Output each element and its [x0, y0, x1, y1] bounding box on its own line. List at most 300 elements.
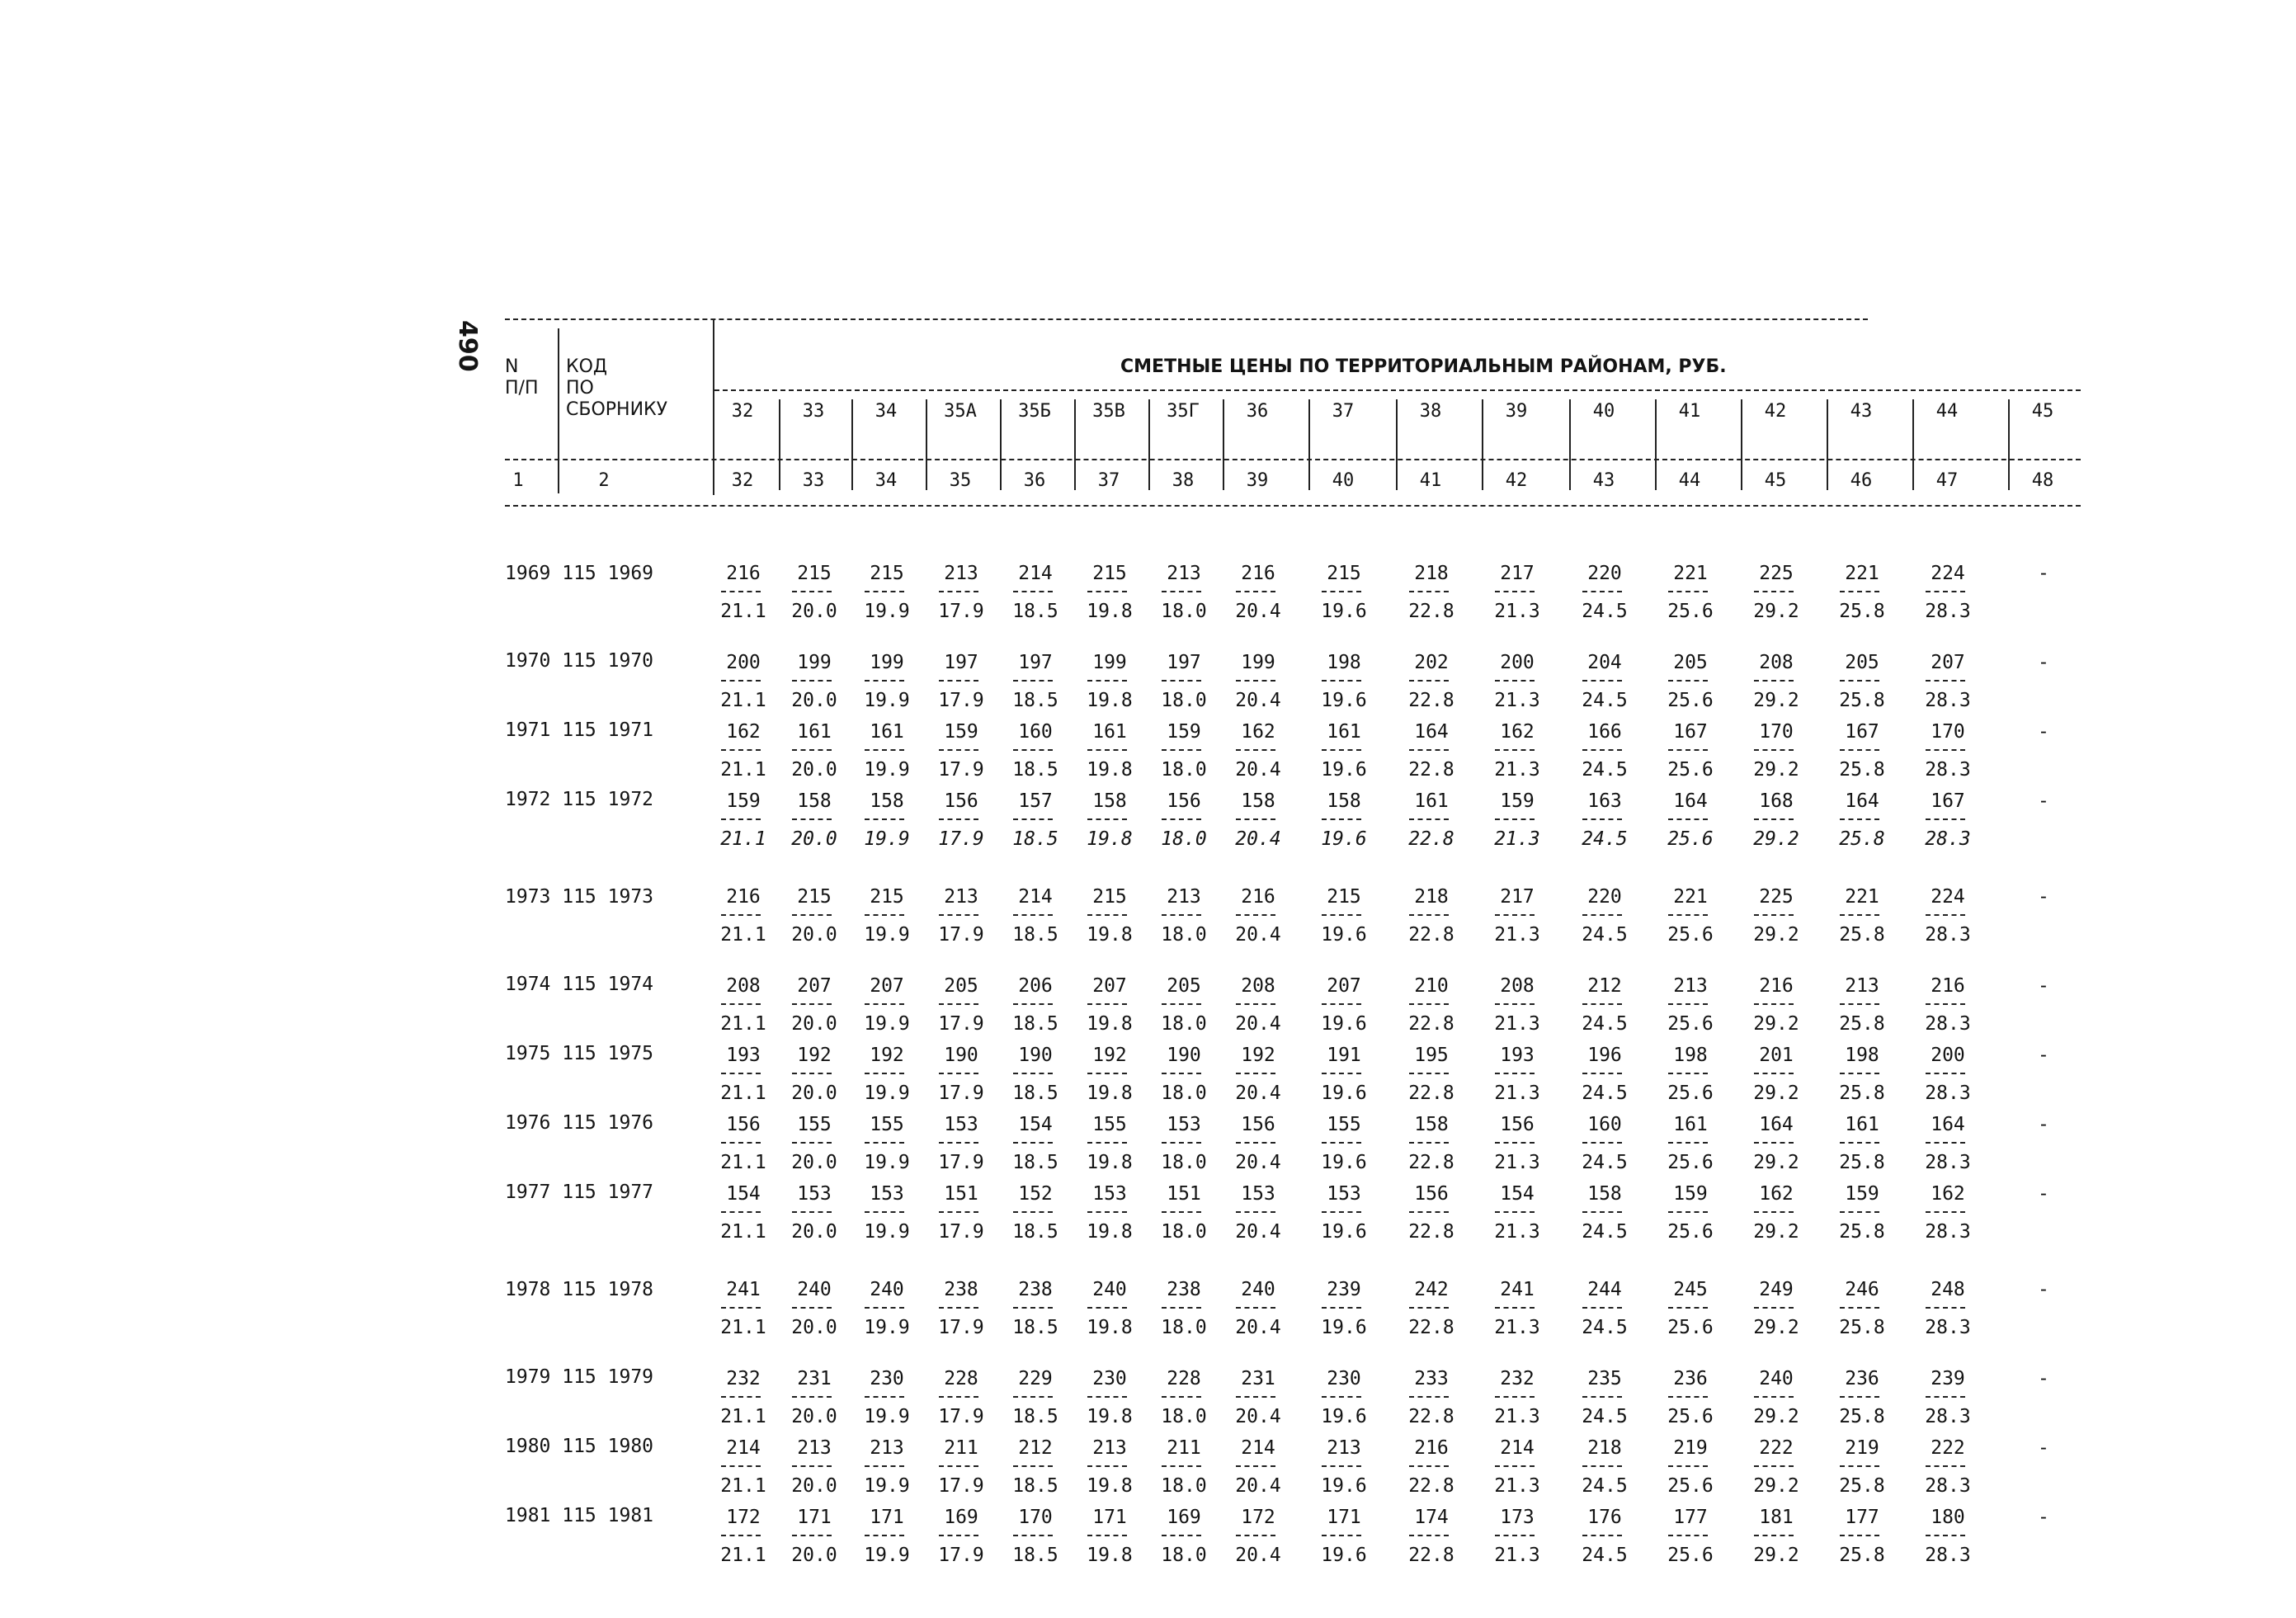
price-cell: 207 — [797, 975, 832, 997]
rate-cell: 29.2 — [1753, 759, 1799, 781]
rate-cell: 25.8 — [1839, 1475, 1885, 1497]
fraction-line — [865, 1211, 904, 1213]
rate-cell: 20.0 — [791, 1317, 837, 1338]
rate-cell: 20.0 — [791, 828, 837, 850]
district-divider — [1223, 399, 1224, 490]
fraction-line — [1322, 591, 1361, 592]
price-cell: 228 — [944, 1368, 978, 1389]
header-mid-rule — [714, 389, 2081, 391]
rate-cell: 25.6 — [1667, 601, 1714, 622]
fraction-line — [1582, 680, 1622, 682]
fraction-line — [865, 1073, 904, 1074]
fraction-line — [1926, 1396, 1965, 1398]
fraction-line — [1754, 1535, 1794, 1536]
price-cell: 212 — [1587, 975, 1622, 997]
header-bottom-rule — [505, 505, 2081, 507]
district-label: 39 — [1505, 401, 1528, 422]
rate-cell: 19.8 — [1087, 759, 1133, 781]
price-cell: 213 — [1167, 886, 1201, 908]
fraction-line — [1087, 591, 1127, 592]
price-cell: 218 — [1414, 886, 1449, 908]
fraction-line — [1495, 1307, 1535, 1309]
price-cell: 161 — [1327, 721, 1361, 743]
rate-cell: 17.9 — [938, 924, 984, 946]
price-cell: 214 — [1241, 1437, 1275, 1459]
rate-cell: 25.8 — [1839, 1317, 1885, 1338]
fraction-line — [1668, 914, 1708, 916]
fraction-line — [1840, 1307, 1879, 1309]
price-cell: 159 — [1673, 1183, 1708, 1205]
price-cell: 200 — [1931, 1045, 1965, 1066]
rate-cell: 19.6 — [1321, 1475, 1367, 1497]
price-cell: 207 — [1931, 652, 1965, 673]
fraction-line — [1582, 1535, 1622, 1536]
price-cell: 205 — [1845, 652, 1879, 673]
fraction-line — [792, 1307, 832, 1309]
rate-cell: 20.0 — [791, 601, 837, 622]
fraction-line — [939, 1465, 978, 1467]
column-number: 41 — [1419, 470, 1442, 491]
price-cell: 177 — [1673, 1507, 1708, 1528]
price-cell: 215 — [1327, 886, 1361, 908]
fraction-line — [1162, 1003, 1201, 1005]
fraction-line — [1162, 818, 1201, 820]
price-cell: 159 — [1845, 1183, 1879, 1205]
rate-cell: 20.4 — [1235, 924, 1281, 946]
price-cell: 153 — [1167, 1114, 1201, 1135]
fraction-line — [1236, 1003, 1275, 1005]
fraction-line — [1840, 914, 1879, 916]
fraction-line — [1840, 818, 1879, 820]
price-cell: 154 — [1500, 1183, 1535, 1205]
fraction-line — [1840, 1396, 1879, 1398]
price-cell: 166 — [1587, 721, 1622, 743]
rate-cell: 21.1 — [720, 1317, 766, 1338]
price-cell: 190 — [1018, 1045, 1053, 1066]
row-label: 1980 115 1980 — [505, 1436, 654, 1457]
rate-cell: 21.1 — [720, 1406, 766, 1427]
rate-cell: 24.5 — [1582, 1013, 1628, 1035]
fraction-line — [939, 591, 978, 592]
price-cell: 164 — [1759, 1114, 1794, 1135]
fraction-line — [1582, 818, 1622, 820]
price-cell: 205 — [1673, 652, 1708, 673]
price-cell: 197 — [944, 652, 978, 673]
fraction-line — [1409, 591, 1449, 592]
header-top-rule — [505, 318, 1868, 320]
rate-cell: 20.0 — [791, 1152, 837, 1173]
rate-cell: 25.6 — [1667, 1317, 1714, 1338]
fraction-line — [721, 1073, 761, 1074]
fraction-line — [1754, 591, 1794, 592]
price-cell: 215 — [797, 886, 832, 908]
rate-cell: 19.9 — [864, 601, 910, 622]
rate-cell: 25.6 — [1667, 1013, 1714, 1035]
price-cell: 161 — [870, 721, 904, 743]
district-divider — [1000, 399, 1002, 490]
rate-cell: 28.3 — [1925, 924, 1971, 946]
price-cell: 153 — [1092, 1183, 1127, 1205]
fraction-line — [1926, 1073, 1965, 1074]
fraction-line — [1236, 1142, 1275, 1144]
rate-cell: 19.6 — [1321, 1317, 1367, 1338]
rate-cell: 18.0 — [1161, 828, 1207, 850]
empty-cell-45: - — [2038, 975, 2049, 997]
fraction-line — [865, 1003, 904, 1005]
rate-cell: 17.9 — [938, 690, 984, 711]
empty-cell-45: - — [2038, 886, 2049, 908]
price-cell: 161 — [1673, 1114, 1708, 1135]
rate-cell: 29.2 — [1753, 924, 1799, 946]
price-cell: 213 — [870, 1437, 904, 1459]
header-divider — [713, 320, 714, 495]
rate-cell: 19.6 — [1321, 759, 1367, 781]
fraction-line — [1013, 1307, 1053, 1309]
price-cell: 190 — [944, 1045, 978, 1066]
price-cell: 214 — [1500, 1437, 1535, 1459]
price-cell: 213 — [1167, 563, 1201, 584]
fraction-line — [1754, 1211, 1794, 1213]
rate-cell: 19.9 — [864, 1475, 910, 1497]
rate-cell: 21.1 — [720, 1083, 766, 1104]
rate-cell: 22.8 — [1408, 1152, 1454, 1173]
fraction-line — [939, 680, 978, 682]
price-cell: 162 — [726, 721, 761, 743]
price-cell: 192 — [870, 1045, 904, 1066]
price-cell: 158 — [1092, 790, 1127, 812]
table-title: СМЕТНЫЕ ЦЕНЫ ПО ТЕРРИТОРИАЛЬНЫМ РАЙОНАМ, РУБ. — [1120, 356, 1727, 377]
rate-cell: 20.4 — [1235, 1083, 1281, 1104]
price-cell: 156 — [1241, 1114, 1275, 1135]
fraction-line — [1926, 818, 1965, 820]
district-label: 40 — [1592, 401, 1615, 422]
fraction-line — [1322, 914, 1361, 916]
fraction-line — [1668, 1535, 1708, 1536]
rate-cell: 20.4 — [1235, 759, 1281, 781]
price-cell: 214 — [1018, 886, 1053, 908]
rate-cell: 19.9 — [864, 759, 910, 781]
rate-cell: 24.5 — [1582, 1221, 1628, 1243]
price-cell: 215 — [1327, 563, 1361, 584]
rate-cell: 21.3 — [1494, 690, 1540, 711]
fraction-line — [792, 1396, 832, 1398]
fraction-line — [1582, 1396, 1622, 1398]
rate-cell: 25.8 — [1839, 601, 1885, 622]
price-cell: 213 — [1673, 975, 1708, 997]
rate-cell: 18.0 — [1161, 1013, 1207, 1035]
price-cell: 158 — [797, 790, 832, 812]
rate-cell: 21.3 — [1494, 1406, 1540, 1427]
price-cell: 248 — [1931, 1279, 1965, 1300]
price-cell: 153 — [797, 1183, 832, 1205]
fraction-line — [1926, 1142, 1965, 1144]
price-cell: 190 — [1167, 1045, 1201, 1066]
price-cell: 220 — [1587, 886, 1622, 908]
fraction-line — [1754, 1396, 1794, 1398]
fraction-line — [1582, 1211, 1622, 1213]
district-label: 36 — [1246, 401, 1269, 422]
fraction-line — [1087, 1465, 1127, 1467]
district-divider — [1148, 399, 1150, 490]
fraction-line — [721, 1003, 761, 1005]
rate-cell: 25.6 — [1667, 690, 1714, 711]
price-cell: 159 — [726, 790, 761, 812]
price-cell: 193 — [726, 1045, 761, 1066]
fraction-line — [1013, 1073, 1053, 1074]
fraction-line — [1840, 1142, 1879, 1144]
price-cell: 198 — [1327, 652, 1361, 673]
rate-cell: 20.4 — [1235, 1406, 1281, 1427]
price-cell: 225 — [1759, 886, 1794, 908]
fraction-line — [1409, 1396, 1449, 1398]
row-label: 1975 115 1975 — [505, 1043, 654, 1064]
rate-cell: 21.3 — [1494, 924, 1540, 946]
fraction-line — [792, 749, 832, 751]
fraction-line — [792, 1142, 832, 1144]
empty-cell-45: - — [2038, 563, 2049, 584]
rate-cell: 24.5 — [1582, 759, 1628, 781]
fraction-line — [792, 914, 832, 916]
column-number: 37 — [1097, 470, 1120, 491]
price-cell: 217 — [1500, 886, 1535, 908]
rate-cell: 22.8 — [1408, 690, 1454, 711]
fraction-line — [1013, 1211, 1053, 1213]
price-cell: 193 — [1500, 1045, 1535, 1066]
rate-cell: 18.5 — [1012, 1152, 1058, 1173]
fraction-line — [939, 1211, 978, 1213]
fraction-line — [1409, 1307, 1449, 1309]
price-cell: 164 — [1931, 1114, 1965, 1135]
fraction-line — [1840, 1535, 1879, 1536]
fraction-line — [1162, 1307, 1201, 1309]
fraction-line — [1322, 1396, 1361, 1398]
price-cell: 192 — [1092, 1045, 1127, 1066]
rate-cell: 25.6 — [1667, 828, 1714, 850]
rate-cell: 19.8 — [1087, 1221, 1133, 1243]
price-cell: 216 — [1241, 563, 1275, 584]
price-cell: 159 — [1500, 790, 1535, 812]
fraction-line — [865, 818, 904, 820]
rate-cell: 25.8 — [1839, 759, 1885, 781]
rate-cell: 18.0 — [1161, 759, 1207, 781]
fraction-line — [1754, 680, 1794, 682]
rate-cell: 18.5 — [1012, 1545, 1058, 1566]
fraction-line — [939, 1535, 978, 1536]
price-cell: 163 — [1587, 790, 1622, 812]
price-cell: 217 — [1500, 563, 1535, 584]
header-lower-rule — [505, 459, 2081, 460]
fraction-line — [1013, 680, 1053, 682]
fraction-line — [792, 680, 832, 682]
rate-cell: 19.6 — [1321, 924, 1367, 946]
rate-cell: 25.6 — [1667, 1475, 1714, 1497]
price-cell: 156 — [726, 1114, 761, 1135]
row-label: 1981 115 1981 — [505, 1505, 654, 1526]
rate-cell: 18.5 — [1012, 1317, 1058, 1338]
fraction-line — [939, 1003, 978, 1005]
price-cell: 205 — [1167, 975, 1201, 997]
price-cell: 231 — [797, 1368, 832, 1389]
fraction-line — [1013, 749, 1053, 751]
price-cell: 216 — [726, 886, 761, 908]
price-cell: 208 — [726, 975, 761, 997]
price-cell: 173 — [1500, 1507, 1535, 1528]
district-divider — [1741, 399, 1742, 490]
rate-cell: 29.2 — [1753, 1406, 1799, 1427]
price-cell: 210 — [1414, 975, 1449, 997]
district-label: 38 — [1419, 401, 1442, 422]
fraction-line — [1926, 1465, 1965, 1467]
rate-cell: 21.3 — [1494, 1013, 1540, 1035]
rate-cell: 19.6 — [1321, 601, 1367, 622]
rate-cell: 25.6 — [1667, 1083, 1714, 1104]
price-cell: 228 — [1167, 1368, 1201, 1389]
rate-cell: 19.8 — [1087, 1152, 1133, 1173]
price-cell: 207 — [1092, 975, 1127, 997]
price-cell: 240 — [1759, 1368, 1794, 1389]
rate-cell: 20.0 — [791, 924, 837, 946]
fraction-line — [1409, 1211, 1449, 1213]
fraction-line — [865, 1307, 904, 1309]
fraction-line — [1926, 680, 1965, 682]
empty-cell-45: - — [2038, 1507, 2049, 1528]
rate-cell: 22.8 — [1408, 1083, 1454, 1104]
fraction-line — [1322, 1535, 1361, 1536]
fraction-line — [1236, 1073, 1275, 1074]
rate-cell: 25.8 — [1839, 1545, 1885, 1566]
price-cell: 176 — [1587, 1507, 1622, 1528]
code-column-header: КОД ПО СБОРНИКУ — [566, 356, 668, 420]
fraction-line — [1840, 1003, 1879, 1005]
empty-cell-45: - — [2038, 1114, 2049, 1135]
fraction-line — [1162, 591, 1201, 592]
rate-cell: 21.1 — [720, 601, 766, 622]
price-cell: 221 — [1673, 886, 1708, 908]
price-cell: 211 — [944, 1437, 978, 1459]
rate-cell: 22.8 — [1408, 1317, 1454, 1338]
price-cell: 162 — [1500, 721, 1535, 743]
price-cell: 171 — [797, 1507, 832, 1528]
fraction-line — [865, 1465, 904, 1467]
fraction-line — [1668, 1465, 1708, 1467]
price-cell: 155 — [1327, 1114, 1361, 1135]
fraction-line — [1926, 914, 1965, 916]
row-label: 1970 115 1970 — [505, 650, 654, 672]
rate-cell: 21.3 — [1494, 1221, 1540, 1243]
fraction-line — [1668, 591, 1708, 592]
price-cell: 213 — [944, 886, 978, 908]
fraction-line — [1754, 1307, 1794, 1309]
rate-cell: 19.6 — [1321, 1545, 1367, 1566]
district-divider — [1074, 399, 1076, 490]
rate-cell: 24.5 — [1582, 924, 1628, 946]
price-cell: 238 — [1018, 1279, 1053, 1300]
rate-cell: 18.0 — [1161, 1221, 1207, 1243]
fraction-line — [1013, 1142, 1053, 1144]
rate-cell: 28.3 — [1925, 1317, 1971, 1338]
rate-cell: 19.8 — [1087, 828, 1133, 850]
price-cell: 216 — [726, 563, 761, 584]
price-cell: 174 — [1414, 1507, 1449, 1528]
fraction-line — [1926, 749, 1965, 751]
price-cell: 242 — [1414, 1279, 1449, 1300]
fraction-line — [939, 1396, 978, 1398]
rate-cell: 28.3 — [1925, 690, 1971, 711]
price-cell: 240 — [1092, 1279, 1127, 1300]
page-number: 490 — [453, 320, 482, 372]
fraction-line — [1926, 1003, 1965, 1005]
column-number: 35 — [949, 470, 972, 491]
rate-cell: 21.3 — [1494, 1545, 1540, 1566]
price-cell: 153 — [1241, 1183, 1275, 1205]
fraction-line — [1754, 1465, 1794, 1467]
price-cell: 204 — [1587, 652, 1622, 673]
row-label: 1972 115 1972 — [505, 789, 654, 810]
row-label: 1969 115 1969 — [505, 563, 654, 584]
fraction-line — [1495, 1396, 1535, 1398]
fraction-line — [721, 914, 761, 916]
rate-cell: 25.6 — [1667, 759, 1714, 781]
district-label: 44 — [1935, 401, 1959, 422]
column-number: 32 — [731, 470, 754, 491]
fraction-line — [1087, 1211, 1127, 1213]
column-number: 42 — [1505, 470, 1528, 491]
rate-cell: 24.5 — [1582, 1545, 1628, 1566]
rate-cell: 28.3 — [1925, 1545, 1971, 1566]
fraction-line — [1754, 818, 1794, 820]
rate-cell: 19.8 — [1087, 601, 1133, 622]
price-cell: 156 — [1414, 1183, 1449, 1205]
rate-cell: 25.6 — [1667, 1406, 1714, 1427]
rate-cell: 19.6 — [1321, 690, 1367, 711]
fraction-line — [1322, 1073, 1361, 1074]
fraction-line — [1236, 749, 1275, 751]
price-cell: 240 — [797, 1279, 832, 1300]
column-number: 1 — [512, 470, 524, 491]
row-label: 1978 115 1978 — [505, 1279, 654, 1300]
fraction-line — [1013, 1003, 1053, 1005]
price-cell: 154 — [726, 1183, 761, 1205]
fraction-line — [1236, 1465, 1275, 1467]
empty-cell-45: - — [2038, 1045, 2049, 1066]
rate-cell: 19.6 — [1321, 1083, 1367, 1104]
fraction-line — [1236, 680, 1275, 682]
district-label: 35Г — [1167, 401, 1200, 422]
district-label: 35А — [944, 401, 977, 422]
fraction-line — [1926, 1535, 1965, 1536]
price-cell: 207 — [1327, 975, 1361, 997]
price-cell: 153 — [870, 1183, 904, 1205]
price-cell: 215 — [870, 563, 904, 584]
rate-cell: 18.5 — [1012, 759, 1058, 781]
rate-cell: 28.3 — [1925, 1013, 1971, 1035]
fraction-line — [1409, 818, 1449, 820]
rate-cell: 17.9 — [938, 828, 984, 850]
fraction-line — [721, 591, 761, 592]
rate-cell: 18.0 — [1161, 1545, 1207, 1566]
fraction-line — [1013, 1396, 1053, 1398]
fraction-line — [1087, 1535, 1127, 1536]
price-cell: 208 — [1500, 975, 1535, 997]
rate-cell: 21.3 — [1494, 1475, 1540, 1497]
rate-cell: 28.3 — [1925, 1475, 1971, 1497]
rate-cell: 20.0 — [791, 1083, 837, 1104]
price-cell: 198 — [1845, 1045, 1879, 1066]
column-number: 2 — [598, 470, 610, 491]
rate-cell: 17.9 — [938, 1545, 984, 1566]
fraction-line — [1495, 818, 1535, 820]
price-cell: 215 — [1092, 886, 1127, 908]
